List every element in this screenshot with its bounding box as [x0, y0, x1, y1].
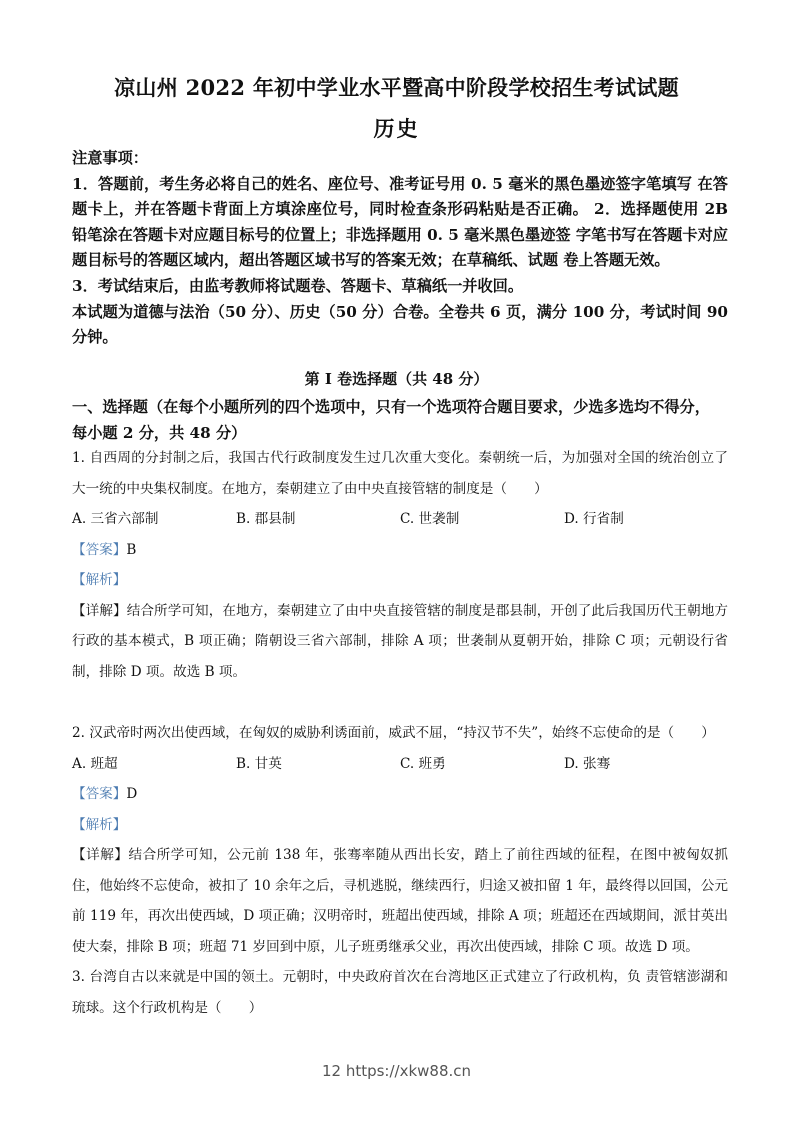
subject-title: 历史 [373, 116, 420, 141]
question-options [72, 504, 728, 535]
detail-text: 结合所学可知，在地方，秦朝建立了由中央直接管辖的制度是郡县制，开创了此后我国历代王朝地方行政的基本模式，B 项正确；隋朝设三省六部制，排除 A 项；世袭制从夏朝开始，排除 C 项；元朝设行省制，排除 D 项。故选 B 项。 [72, 602, 729, 680]
part-heading-text: 一、选择题（在每个小题所列的四个选项中，只有一个选项符合题目要求，少选多选均不得分， 每小题 2 分，共 48 分） [72, 398, 710, 442]
answer-value: B [126, 541, 137, 558]
question-stem: 2. 汉武帝时两次出使西域，在匈奴的威胁利诱面前，威武不屈，“持汉节不失”，始终不忘使命的是（ ） [72, 725, 715, 741]
detail-label: 【详解】 [72, 602, 127, 619]
option-b: B. 郡县制 [236, 511, 296, 527]
notice-item: 3．考试结束后，由监考教师将试题卷、答题卡、草稿纸一并收回。 [72, 276, 524, 295]
option-c: C. 班勇 [400, 755, 446, 772]
option-b: B. 甘英 [236, 755, 282, 772]
option-a: A. 班超 [72, 755, 118, 772]
analysis-line [72, 810, 728, 841]
question-3-stem: 3. 台湾自古以来就是中国的领土。元朝时，中央政府首次在台湾地区正式建立了行政机构，负 责管辖澎湖和琉球。这个行政机构是（ ） [72, 969, 728, 1016]
question-1 [72, 443, 728, 687]
option-a: A. 三省六部制 [72, 511, 159, 527]
detail-label: 【详解】 [72, 847, 129, 863]
analysis-line [72, 565, 728, 596]
option-d: D. 行省制 [564, 511, 624, 527]
analysis-label: 【解析】 [72, 572, 127, 588]
answer-value: D [126, 786, 138, 802]
page-footer: 12 https://xkw88.cn [321, 1062, 472, 1080]
notice-item: 1．答题前，考生务必将自己的姓名、座位号、准考证号用 0. 5 毫米的黑色墨迹签字笔填写 在答题卡上，并在答题卡背面上方填涂座位号，同时检查条形码粘贴是否正确。 2．选择题使用 2B 铅笔涂在答题卡对应题目标号的位置上；非选择题用 0. 5 毫米黑色墨迹签 字笔书写在答题卡对应题目标号的答题区域内，超出答题区域书写的答案无效；在草稿纸、试题 卷上答题无效。 [72, 174, 728, 270]
part-heading [72, 394, 728, 446]
notice-section [72, 146, 728, 351]
question-options [72, 749, 728, 780]
section-heading: 第 I 卷选择题（共 48 分） [304, 370, 489, 388]
detail-line [72, 840, 728, 962]
option-c: C. 世袭制 [400, 511, 460, 527]
detail-line [72, 596, 728, 688]
exam-title: 凉山州 2022 年初中学业水平暨高中阶段学校招生考试试题 [114, 75, 679, 100]
answer-label: 【答案】 [72, 786, 127, 802]
answer-line [72, 535, 728, 566]
detail-text: 结合所学可知，公元前 138 年，张骞率随从西出长安，踏上了前往西域的征程，在图中被匈奴抓住，他始终不忘使命，被扣了 10 余年之后，寻机逃脱，继续西行，归途又被扣留 1 年，最终得以回国，公元前 119 年，再次出使西域，D 项正确；汉明帝时，班超出使西域，排除 A 项；班超还在西域期间，派甘英出使大秦，排除 B 项；班超 71 岁回到中原，儿子班勇继承父业，再次出使西域，排除 C 项。故选 D 项。 [72, 847, 729, 955]
notice-heading: 注意事项： [72, 149, 148, 167]
notice-item: 本试题为道德与法治（50 分）、历史（50 分）合卷。全卷共 6 页，满分 100 分，考试时间 90 分钟。 [72, 302, 728, 347]
answer-label: 【答案】 [72, 541, 127, 558]
question-2 [72, 718, 728, 1023]
analysis-label: 【解析】 [72, 816, 127, 833]
option-d: D. 张骞 [564, 755, 611, 772]
question-stem: 1. 自西周的分封制之后，我国古代行政制度发生过几次重大变化。秦朝统一后，为加强对全国的统治创立了大一统的中央集权制度。在地方，秦朝建立了由中央直接管辖的制度是（ ） [72, 450, 728, 497]
answer-line [72, 779, 728, 810]
